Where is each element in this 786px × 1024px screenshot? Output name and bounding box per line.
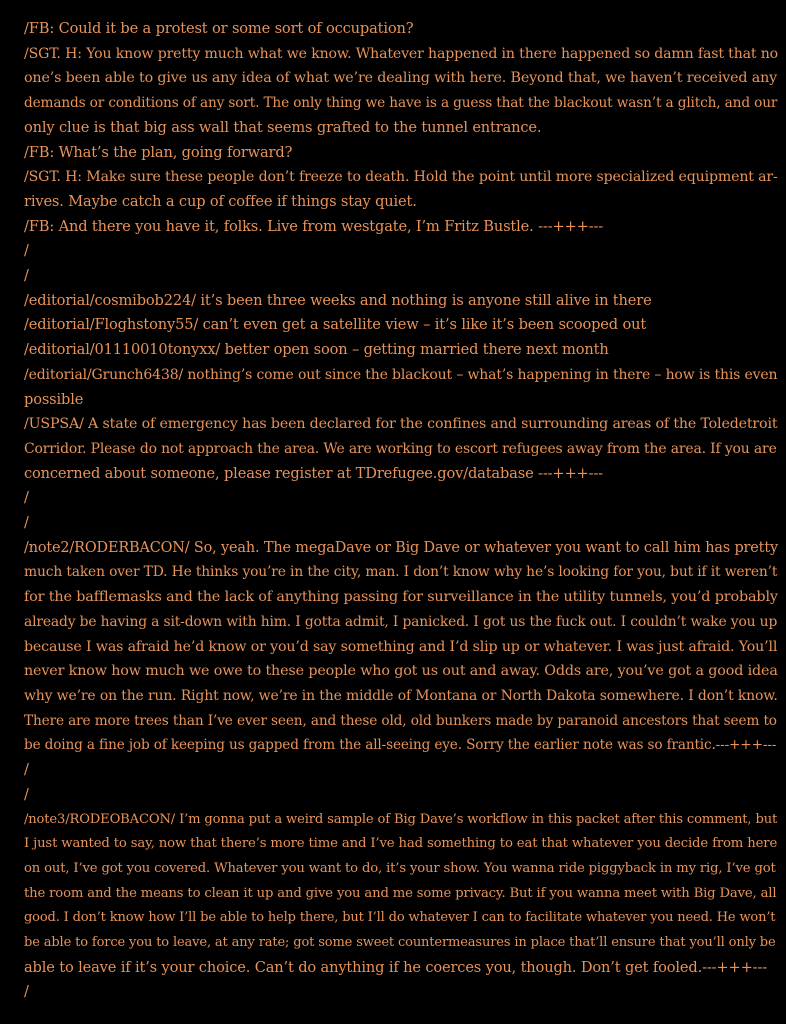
text-line: There are more trees than I’ve ever seen, and these old, old bunkers made by paranoid ancestors that seem to [24, 712, 777, 729]
text-line: /note2/RODERBACON/ So, yeah. The megaDave or Big Dave or whatever you want to call him has pretty [24, 539, 778, 556]
text-line: able to leave if it’s your choice. Can’t do anything if he coerces you, though. Don’t get fooled.---+++--- [24, 958, 768, 976]
text-line: Corridor. Please do not approach the area. We are working to escort refugees away from the area. If you are [24, 440, 777, 457]
text-line: why we’re on the run. Right now, we’re in the middle of Montana or North Dakota somewhere. I don’t know. [24, 687, 778, 704]
text-line: /editorial/cosmibob224/ it’s been three weeks and nothing is anyone still alive in there [24, 291, 652, 309]
text-line: /SGT. H: You know pretty much what we know. Whatever happened in there happened so damn fast that no [24, 45, 779, 62]
text-line: good. I don’t know how I’ll be able to help there, but I’ll do whatever I can to facilitate whatever you need. He won’t [24, 910, 776, 926]
text-line: /editorial/Grunch6438/ nothing’s come out since the blackout – what’s happening in there – how is this even [24, 366, 778, 383]
text-line: /editorial/01110010tonyxx/ better open soon – getting married there next month [24, 341, 609, 359]
text-line: /USPSA/ A state of emergency has been declared for the confines and surrounding areas of the Toledetroit [24, 416, 778, 433]
separator-line: / [24, 242, 29, 260]
text-line: /note3/RODEOBACON/ I’m gonna put a weird sample of Big Dave’s workflow in this packet after this comment, but [24, 811, 778, 827]
text-line: possible [24, 390, 84, 408]
text-line: /editorial/Floghstony55/ can’t even get a satellite view – it’s like it’s been scooped out [24, 316, 647, 334]
text-line: because I was afraid he’d know or you’d say something and I’d slip up or whatever. I was just afraid. You’ll [24, 638, 778, 655]
text-line: /FB: And there you have it, folks. Live from westgate, I’m Fritz Bustle. ---+++--- [24, 217, 604, 235]
separator-line: / [24, 983, 29, 1001]
separator-line: / [24, 514, 29, 532]
separator-line: / [24, 785, 29, 803]
text-line: I just wanted to say, now that there’s more time and I’ve had something to eat that whatever you decide from here [24, 836, 778, 852]
text-line: much taken over TD. He thinks you’re in the city, man. I don’t know why he’s looking for you, but if it weren’t [24, 564, 778, 581]
text-line: already be having a sit-down with him. I gotta admit, I panicked. I got us the fuck out. I couldn’t wake you up [24, 613, 778, 630]
text-line: be doing a fine job of keeping us gapped from the all-seeing eye. Sorry the earlier note was so frantic.---+++--- [24, 737, 777, 754]
text-line: /FB: Could it be a protest or some sort of occupation? [24, 20, 414, 37]
text-line: the room and the means to clean it up and give you and me some privacy. But if you wanna meet with Big Dave, all [24, 885, 777, 901]
text-line: never know how much we owe to these people who got us out and away. Odds are, you’ve got a good idea [24, 663, 778, 680]
text-line: /FB: What’s the plan, going forward? [24, 143, 293, 161]
text-line: on out, I’ve got you covered. Whatever you want to do, it’s your show. You wanna ride piggyback in my rig, I’ve got [24, 860, 776, 876]
text-line: /SGT. H: Make sure these people don’t freeze to death. Hold the point until more specialized equipment ar- [24, 169, 778, 186]
separator-line: / [24, 761, 29, 779]
text-line: rives. Maybe catch a cup of coffee if things stay quiet. [24, 192, 417, 210]
separator-line: / [24, 489, 29, 507]
text-line: demands or conditions of any sort. The only thing we have is a guess that the blackout wasn’t a glitch, and our [24, 95, 778, 112]
text-line: one’s been able to give us any idea of what we’re dealing with here. Beyond that, we haven’t received any [24, 70, 778, 87]
separator-line: / [24, 267, 29, 285]
text-line: only clue is that big ass wall that seems grafted to the tunnel entrance. [24, 118, 542, 136]
text-line: for the bafflemasks and the lack of anything passing for surveillance in the utility tunnels, you’d probably [24, 589, 778, 606]
text-line: concerned about someone, please register at TDrefugee.gov/database ---+++--- [24, 464, 603, 482]
text-line: be able to force you to leave, at any rate; got some sweet countermeasures in place that’ll ensure that you’ll only be [24, 935, 776, 951]
